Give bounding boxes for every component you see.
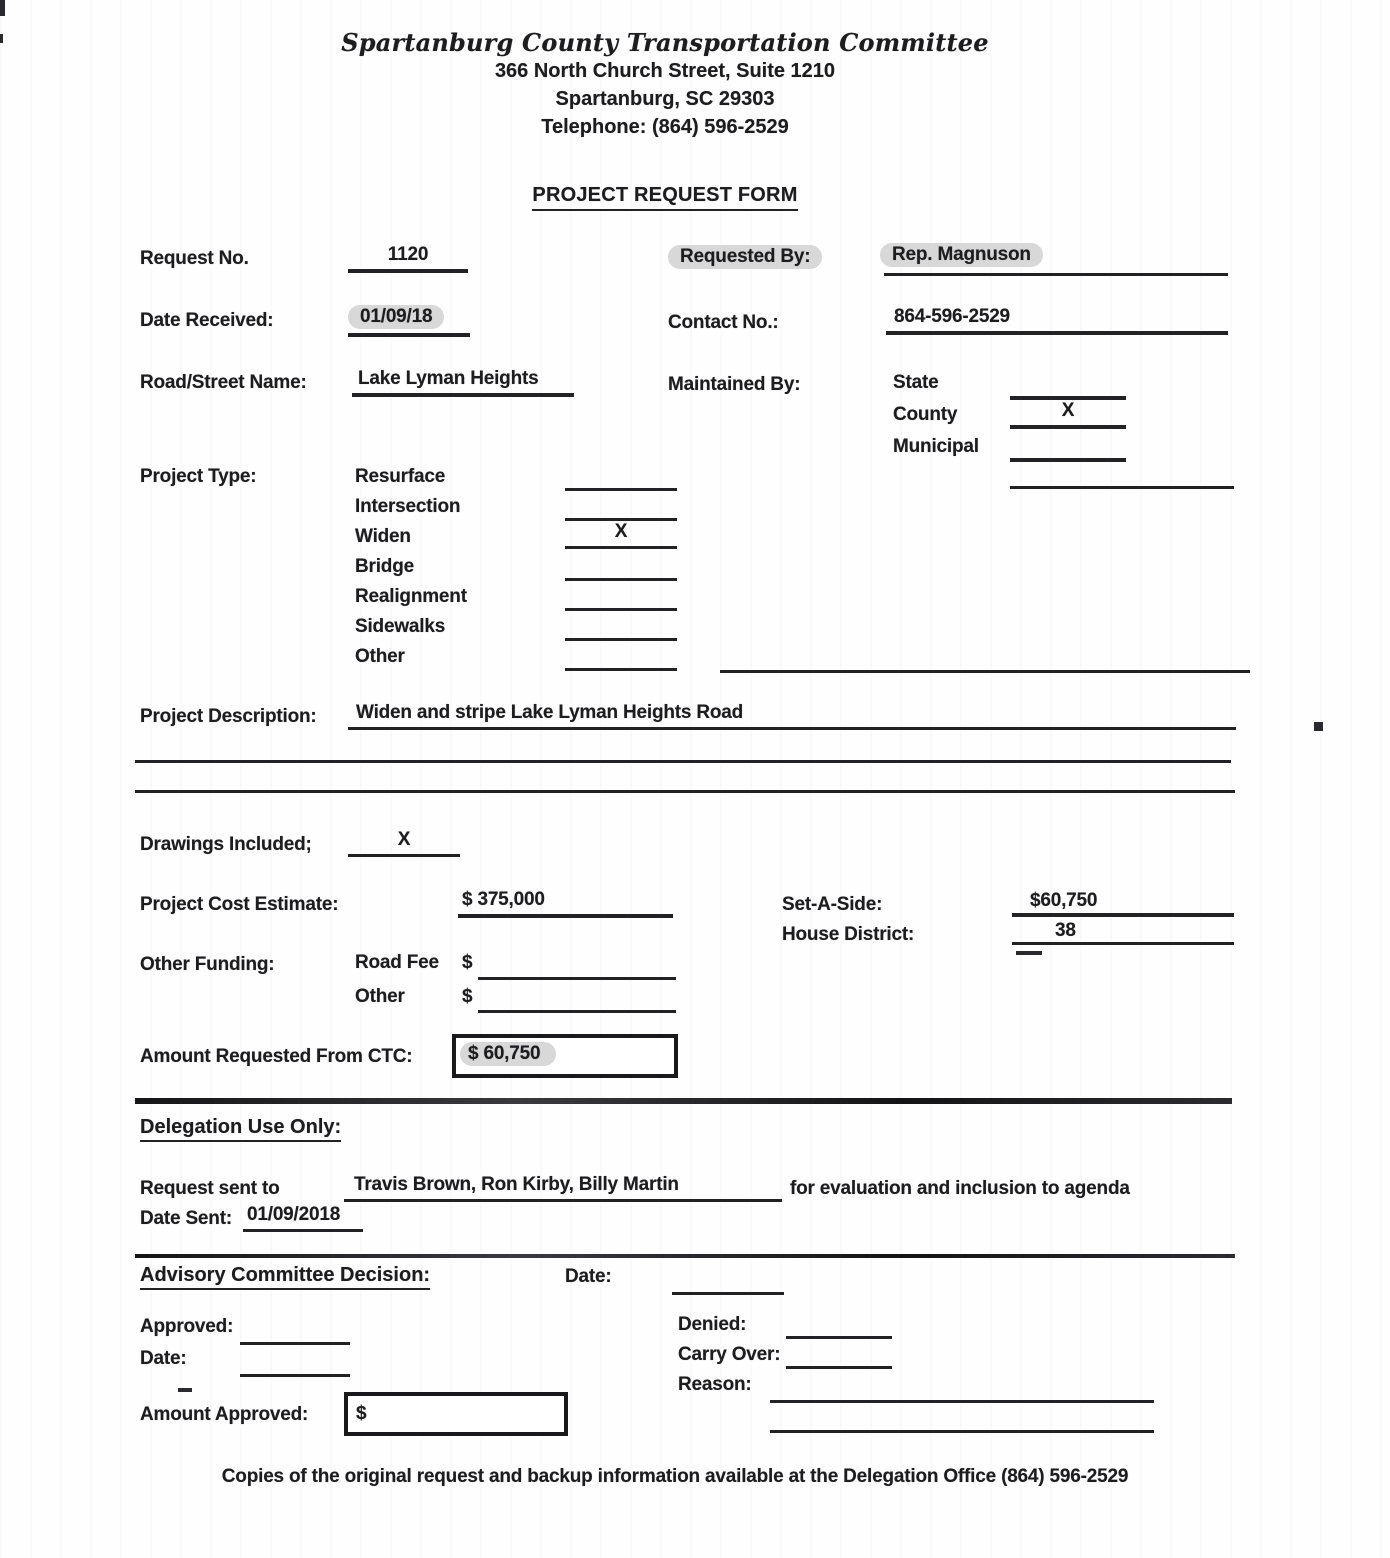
project-type-bridge-label: Bridge (355, 556, 414, 577)
scan-artifact (0, 0, 5, 16)
request-no-label: Request No. (140, 248, 249, 269)
maintained-state-label: State (893, 372, 939, 393)
project-type-resurface-label: Resurface (355, 466, 446, 487)
house-district-value: 38 (1055, 920, 1076, 941)
request-sent-to-label: Request sent to (140, 1178, 280, 1199)
requested-by-label: Requested By: (668, 246, 822, 268)
scan-artifact-dash (178, 1388, 192, 1392)
drawings-included-field: X (348, 829, 460, 857)
denied-label: Denied: (678, 1314, 747, 1335)
date-received-value: 01/09/18 (348, 306, 444, 328)
request-sent-to-field: Travis Brown, Ron Kirby, Billy Martin (344, 1174, 782, 1202)
project-type-bridge-line (565, 578, 677, 581)
org-name: Spartanburg County Transportation Committee (341, 28, 989, 57)
project-type-label: Project Type: (140, 466, 257, 487)
denied-line (786, 1336, 892, 1339)
project-type-other-line (565, 668, 677, 671)
road-fee-line (478, 977, 676, 980)
maintained-county-field: X (1010, 400, 1126, 429)
scan-artifact-dot (1314, 722, 1323, 731)
maintained-extra-line (1010, 486, 1234, 489)
project-type-widen-label: Widen (355, 526, 411, 547)
carry-over-label: Carry Over: (678, 1344, 781, 1365)
project-description-line3 (135, 790, 1235, 793)
project-type-resurface-line (565, 488, 677, 491)
request-no-field: 1120 (348, 244, 468, 273)
advisory-date-label: Date: (565, 1266, 612, 1287)
approved-label: Approved: (140, 1316, 234, 1337)
approved-date-line (240, 1374, 350, 1377)
amount-approved-dollar-sign: $ (356, 1403, 367, 1424)
other-funding-label: Other Funding: (140, 954, 275, 975)
maintained-municipal-label: Municipal (893, 436, 979, 457)
road-fee-dollar-sign: $ (462, 952, 473, 973)
amount-approved-box (344, 1392, 568, 1436)
advisory-decision-title: Advisory Committee Decision: (140, 1264, 430, 1290)
project-cost-estimate-field: $ 375,000 (458, 889, 673, 918)
delegation-use-only-title: Delegation Use Only: (140, 1116, 341, 1142)
contact-no-field: 864-596-2529 (886, 306, 1228, 335)
project-type-widen-field: X (565, 521, 677, 549)
contact-no-label: Contact No.: (668, 312, 779, 333)
approved-date-label: Date: (140, 1348, 187, 1369)
scan-artifact-dash (1016, 951, 1042, 955)
advisory-date-line (672, 1292, 784, 1295)
other-funding-line (478, 1010, 676, 1013)
other-funding-dollar-sign: $ (462, 986, 473, 1007)
date-sent-field: 01/09/2018 (243, 1204, 363, 1232)
project-type-realignment-line (565, 608, 677, 611)
project-description-label: Project Description: (140, 706, 317, 727)
approved-line (240, 1342, 350, 1345)
form-title-wrap (0, 184, 1330, 211)
maintained-by-label: Maintained By: (668, 374, 801, 395)
date-sent-label: Date Sent: (140, 1208, 232, 1229)
requested-by-line (884, 273, 1228, 276)
maintained-municipal-line (1010, 458, 1126, 462)
org-address-line1: 366 North Church Street, Suite 1210 (494, 60, 836, 82)
maintained-county-label: County (893, 404, 958, 425)
form-title: PROJECT REQUEST FORM (532, 184, 797, 211)
org-address-line2: Spartanburg, SC 29303 (555, 88, 775, 110)
amount-approved-label: Amount Approved: (140, 1404, 309, 1425)
project-description-field: Widen and stripe Lake Lyman Heights Road (348, 702, 1236, 730)
road-street-label: Road/Street Name: (140, 372, 307, 393)
amount-requested-value: $ 60,750 (460, 1043, 556, 1065)
project-type-other-desc-line (720, 670, 1250, 673)
road-fee-label: Road Fee (355, 952, 439, 973)
project-type-other-label: Other (355, 646, 405, 667)
road-street-field: Lake Lyman Heights (352, 368, 574, 397)
project-cost-estimate-label: Project Cost Estimate: (140, 894, 339, 915)
drawings-included-label: Drawings Included; (140, 834, 312, 855)
reason-label: Reason: (678, 1374, 752, 1395)
set-a-side-line (1012, 913, 1234, 917)
amount-requested-box (452, 1034, 678, 1078)
project-type-intersection-label: Intersection (355, 496, 461, 517)
set-a-side-label: Set-A-Side: (782, 894, 883, 915)
reason-line2 (770, 1430, 1154, 1433)
project-type-sidewalks-label: Sidewalks (355, 616, 446, 637)
section-divider (135, 1098, 1232, 1104)
set-a-side-value: $60,750 (1030, 890, 1098, 911)
footer-note: Copies of the original request and backup information available at the Delegation Office (864) 596-2529 (221, 1466, 1129, 1487)
house-district-label: House District: (782, 924, 915, 945)
carry-over-line (786, 1366, 892, 1369)
project-description-line2 (135, 760, 1231, 763)
requested-by-value: Rep. Magnuson (880, 244, 1043, 266)
reason-line1 (770, 1400, 1154, 1403)
house-district-line (1012, 942, 1234, 945)
other-funding-other-label: Other (355, 986, 405, 1007)
section-divider (135, 1254, 1235, 1258)
project-type-realignment-label: Realignment (355, 586, 467, 607)
org-phone: Telephone: (864) 596-2529 (541, 116, 789, 138)
date-received-line (348, 333, 470, 337)
date-received-label: Date Received: (140, 310, 274, 331)
amount-requested-label: Amount Requested From CTC: (140, 1046, 413, 1067)
request-sent-suffix: for evaluation and inclusion to agenda (790, 1178, 1130, 1199)
project-type-sidewalks-line (565, 638, 677, 641)
